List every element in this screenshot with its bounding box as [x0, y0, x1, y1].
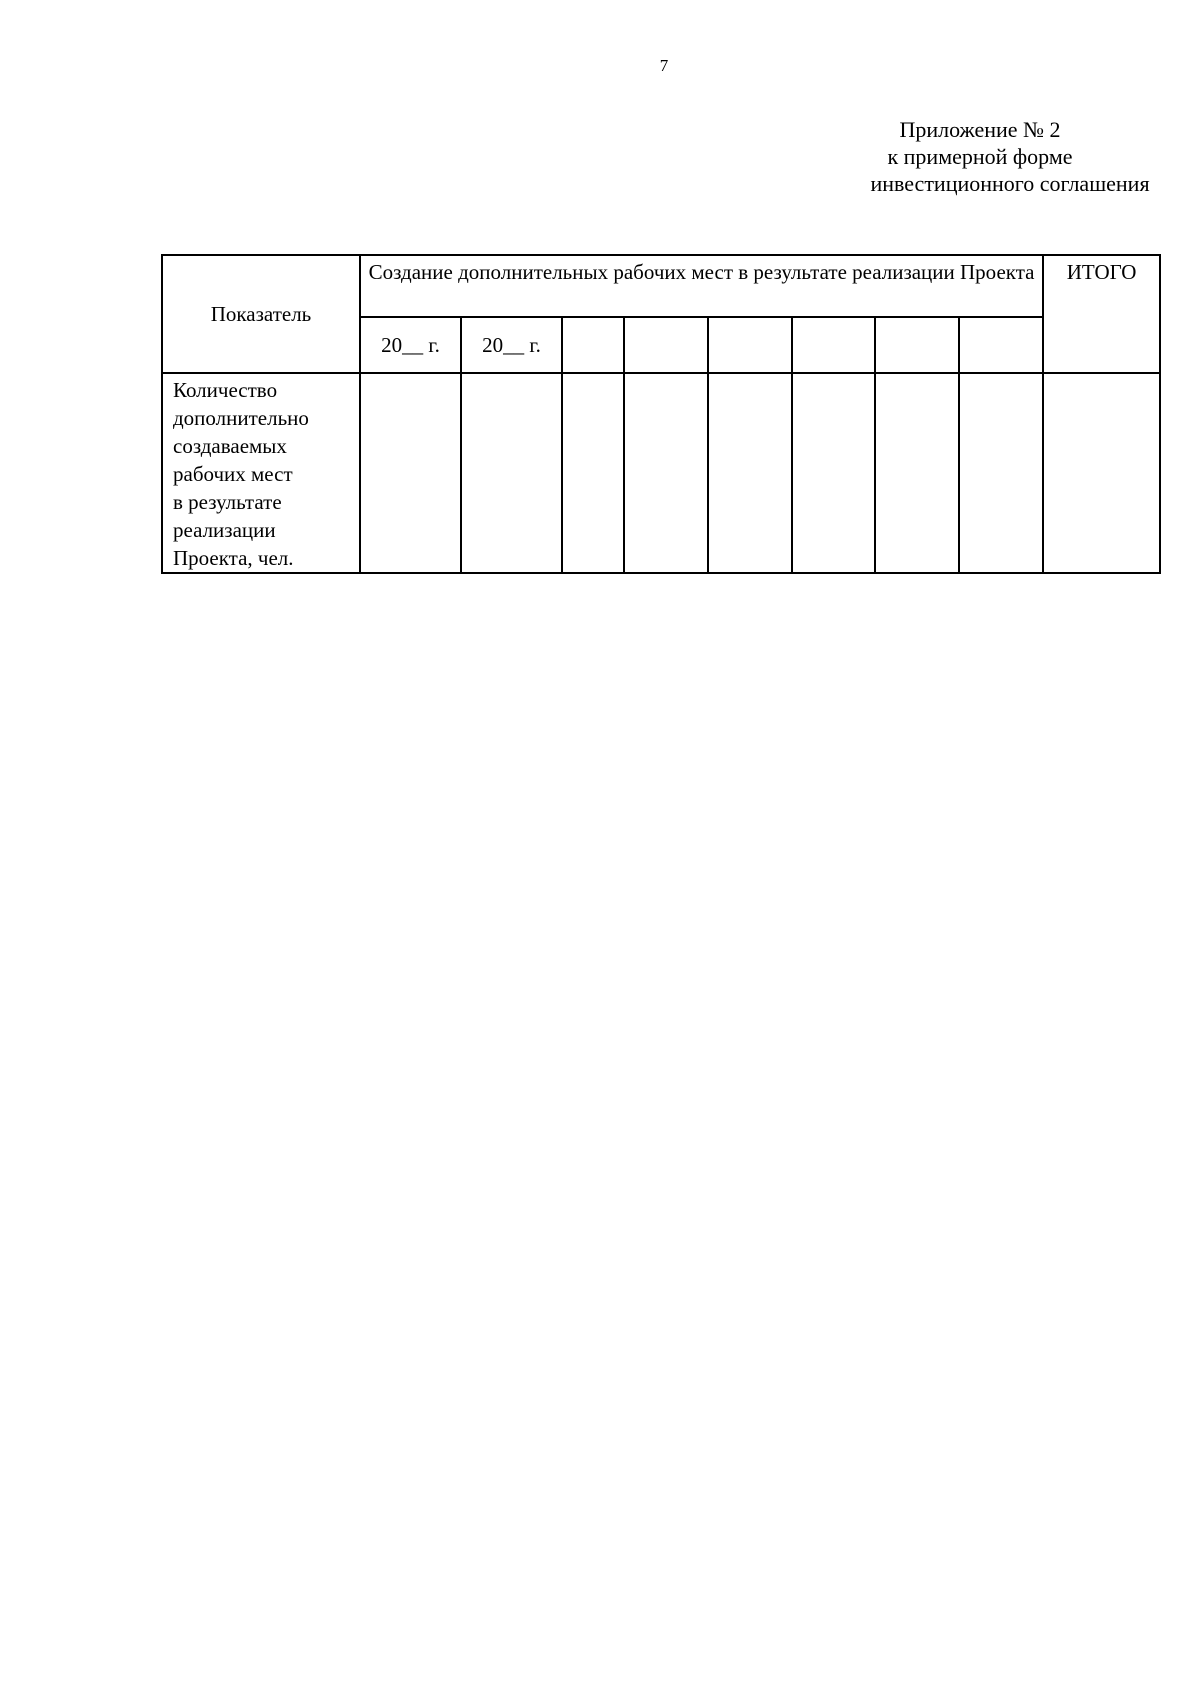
jobs-table: [161, 254, 1161, 574]
year-column-header: [708, 317, 792, 373]
appendix-line-2: к примерной форме: [887, 144, 1073, 169]
appendix-line-3: инвестиционного соглашения: [870, 171, 1150, 196]
indicator-label-line: в результате: [173, 490, 282, 514]
indicator-label-line: реализации: [173, 518, 276, 542]
value-cell: [792, 373, 875, 573]
year-column-header: [624, 317, 708, 373]
indicator-label-line: рабочих мест: [173, 462, 293, 486]
value-cell: [461, 373, 562, 573]
page-number: 7: [659, 56, 669, 75]
year-column-header: 20__ г.: [461, 317, 562, 373]
indicator-label-line: Проекта, чел.: [173, 546, 294, 570]
indicator-label-line: Количество: [173, 378, 278, 402]
group-header: Создание дополнительных рабочих мест в результате реализации Проекта: [360, 255, 1043, 317]
year-column-header: [959, 317, 1043, 373]
indicator-label-line: создаваемых: [173, 434, 287, 458]
table-header-row: [162, 255, 1160, 317]
value-cell: [562, 373, 624, 573]
total-header: ИТОГО: [1043, 255, 1160, 373]
indicator-label: [162, 373, 360, 573]
value-cell: [708, 373, 792, 573]
total-cell: [1043, 373, 1160, 573]
value-cell: [624, 373, 708, 573]
indicator-label-line: дополнительно: [173, 406, 309, 430]
value-cell: [875, 373, 959, 573]
indicator-header: Показатель: [162, 255, 360, 373]
year-column-header: [562, 317, 624, 373]
value-cell: [360, 373, 461, 573]
year-column-header: [792, 317, 875, 373]
appendix-line-1: Приложение № 2: [899, 117, 1061, 142]
table-row: [162, 373, 1160, 573]
year-column-header: 20__ г.: [360, 317, 461, 373]
year-column-header: [875, 317, 959, 373]
appendix-heading: [800, 116, 1160, 197]
value-cell: [959, 373, 1043, 573]
